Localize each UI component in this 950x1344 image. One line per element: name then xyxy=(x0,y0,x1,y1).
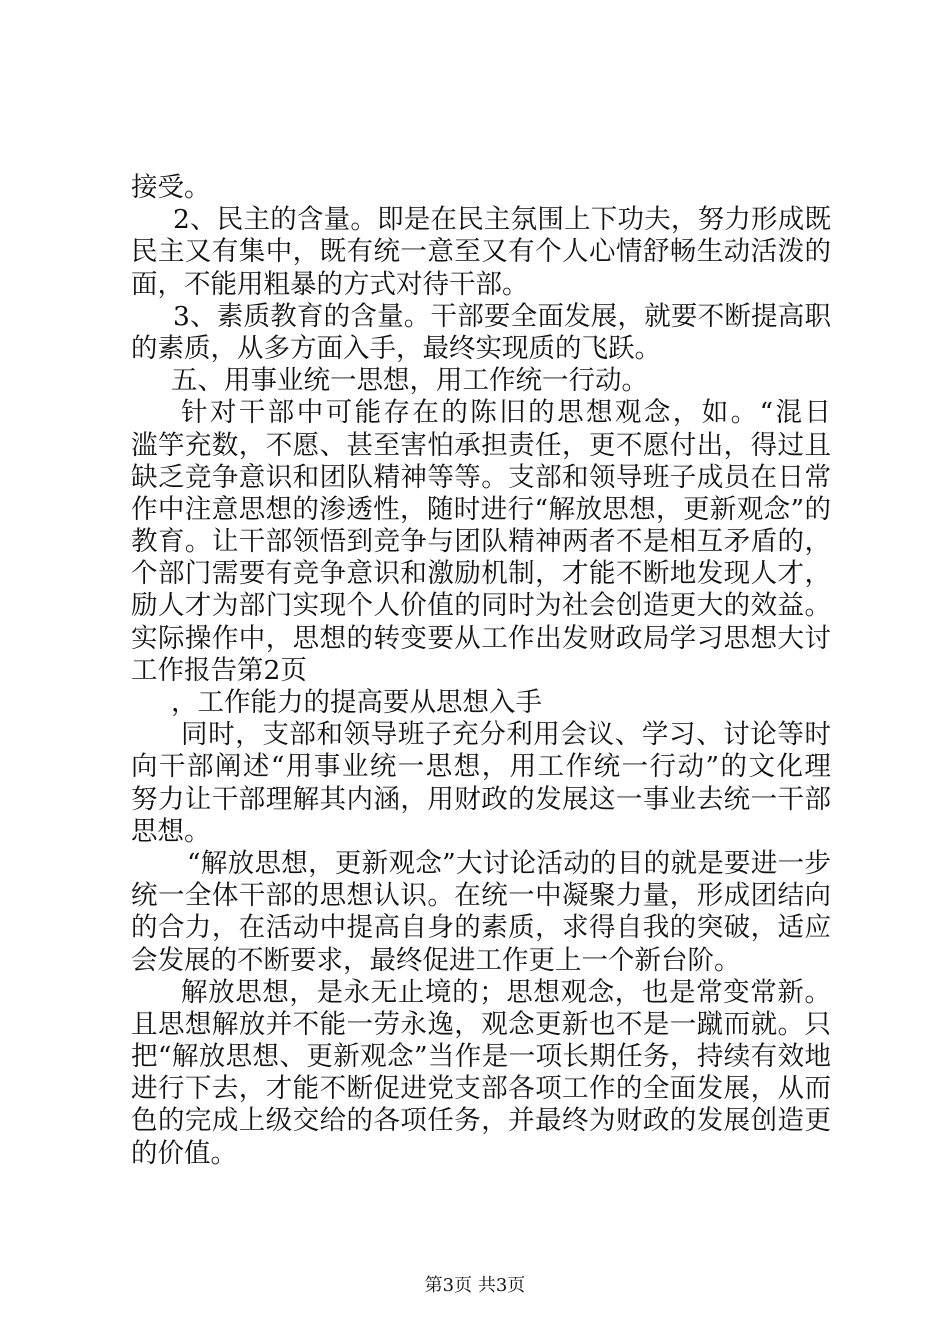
text-line: 作中注意思想的渗透性，随时进行“解放思想，更新观念”的 xyxy=(131,493,831,525)
text-line: 色的完成上级交给的各项任务，并最终为财政的发展创造更 xyxy=(131,1105,831,1137)
text-line: 且思想解放并不能一劳永逸，观念更新也不是一蹴而就。只 xyxy=(131,1008,831,1040)
document-body xyxy=(131,172,831,1170)
text-line: 2、民主的含量。即是在民主氛围上下功夫，努力形成既 xyxy=(173,204,831,236)
text-line: 解放思想，是永无止境的；思想观念，也是常变常新。 xyxy=(181,976,831,1008)
text-line: 缺乏竞争意识和团队精神等等。支部和领导班子成员在日常 xyxy=(131,461,831,493)
text-line: 励人才为部门实现个人价值的同时为社会创造更大的效益。 xyxy=(131,590,831,622)
text-line: 面，不能用粗暴的方式对待干部。 xyxy=(131,268,529,300)
text-line: 进行下去，才能不断促进党支部各项工作的全面发展，从而 xyxy=(131,1073,831,1105)
text-line: 统一全体干部的思想认识。在统一中凝聚力量，形成团结向 xyxy=(131,880,831,912)
text-line: 把“解放思想、更新观念”当作是一项长期任务，持续有效地 xyxy=(131,1041,831,1073)
page-number-footer: 第3页 共3页 xyxy=(424,1275,526,1296)
text-line: “解放思想，更新观念”大讨论活动的目的就是要进一步 xyxy=(187,847,831,879)
text-line: 3、素质教育的含量。干部要全面发展，就要不断提高职 xyxy=(173,300,831,332)
text-line: 向干部阐述“用事业统一思想，用工作统一行动”的文化理 xyxy=(131,751,831,783)
text-line: 努力让干部理解其内涵，用财政的发展这一事业去统一干部 xyxy=(131,783,831,815)
text-line: 的素质，从多方面入手，最终实现质的飞跃。 xyxy=(131,332,661,364)
text-line: 针对干部中可能存在的陈旧的思想观念，如。“混日 xyxy=(181,397,831,429)
text-line: 滥竽充数，不愿、甚至害怕承担责任，更不愿付出，得过且 xyxy=(131,429,831,461)
text-line: ，工作能力的提高要从思想入手 xyxy=(171,687,542,718)
text-line: 思想。 xyxy=(131,815,211,847)
text-line: 的合力，在活动中提高自身的素质，求得自我的突破，适应 xyxy=(131,912,831,944)
section-heading: 五、用事业统一思想，用工作统一行动。 xyxy=(171,365,648,397)
text-line: 教育。让干部领悟到竞争与团队精神两者不是相互矛盾的， xyxy=(131,526,831,558)
text-line: 实际操作中，思想的转变要从工作出发财政局学习思想大讨 xyxy=(131,622,831,654)
text-line: 个部门需要有竞争意识和激励机制，才能不断地发现人才， xyxy=(131,558,831,590)
text-line: 接受。 xyxy=(131,172,211,203)
text-line: 同时，支部和领导班子充分利用会议、学习、讨论等时 xyxy=(181,719,831,751)
text-line: 的价值。 xyxy=(131,1137,237,1169)
text-line: 会发展的不断要求，最终促进工作更上一个新台阶。 xyxy=(131,944,741,976)
text-line: 工作报告第2页 xyxy=(131,654,307,686)
text-line: 民主又有集中，既有统一意至又有个人心情舒畅生动活泼的 xyxy=(131,236,831,268)
